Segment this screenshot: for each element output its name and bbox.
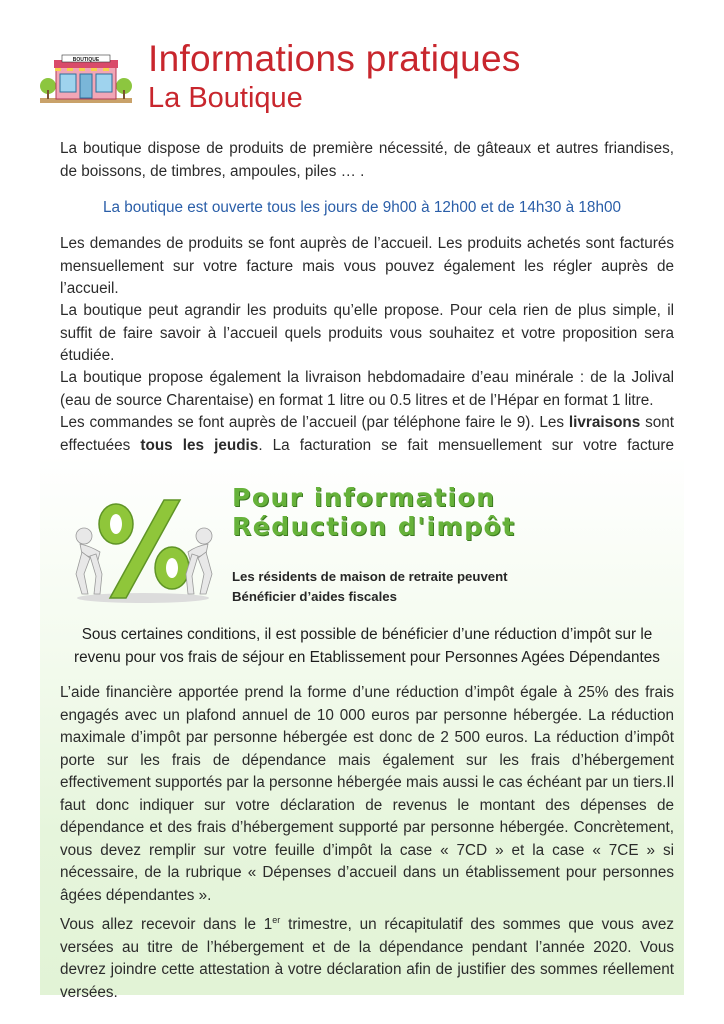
demandes-paragraph: Les demandes de produits se font auprès de l’accueil. Les produits achetés sont facturés mensuellement sur votre facture mais vous pouvez également les régler auprès de l’accueil. xyxy=(60,235,674,297)
tax-title-line1: Pour information xyxy=(232,483,496,512)
aide-paragraph: L’aide financière apportée prend la forme d’une réduction d’impôt égale à 25% des frais engagés avec un plafond annuel de 10 000 euros par personne hébergée. La réduction maximale d’impôt par personne hébergée est donc de 2 500 euros. La réduction d’impôt porte sur les frais de dépendance mais également sur les frais d’hébergement effectivement supportés par la personne hébergée mais aussi le cas échéant par un tiers.Il faut donc indiquer sur votre déclaration de revenus le montant des dépenses de dépendance et des frais d’hébergement supporté par personne hébergée. Concrètement, vous devez remplir sur votre feuille d’impôt la case « 7CD » et la case « 7CE » si nécessaire, de la rubrique « Dépenses d’accueil dans un établissement pour personnes âgées dépendantes ». xyxy=(60,684,674,904)
opening-hours: La boutique est ouverte tous les jours de 9h00 à 12h00 et de 14h30 à 18h00 xyxy=(103,199,621,216)
percent-figure-icon xyxy=(68,494,218,604)
page-title: Informations pratiques xyxy=(148,38,521,79)
commandes-text-2: sont effectuées xyxy=(60,414,674,454)
intro-paragraph: La boutique dispose de produits de première nécessité, de gâteaux et autres friandises, de boissons, de timbres, ampoules, piles … . xyxy=(60,140,674,180)
tax-title-line2: Réduction d'impôt xyxy=(232,512,516,541)
shop-sign-text: BOUTIQUE xyxy=(72,57,100,63)
residents-line1: Les résidents de maison de retraite peuvent xyxy=(232,569,508,584)
recevoir-text-2: trimestre, un récapitulatif des sommes que vous avez versées au titre de l’hébergement et de la dépendance pendant l’année 2020. Vous devrez joindre cette attestation à votre déclaration afin de justifier des sommes réellement versées. xyxy=(60,916,674,1001)
residents-line2: Bénéficier d’aides fiscales xyxy=(232,589,397,604)
commandes-text-1: Les commandes se font auprès de l’accueil (par téléphone faire le 9). Les xyxy=(60,414,569,431)
agrandir-paragraph: La boutique peut agrandir les produits qu’elle propose. Pour cela rien de plus simple, il suffit de faire savoir à l’accueil quels produits vous souhaitez et votre proposition sera étudiée. xyxy=(60,302,674,364)
page-subtitle: La Boutique xyxy=(148,82,303,114)
livraisons-emphasis: livraisons xyxy=(568,414,641,431)
jeudis-emphasis: tous les jeudis xyxy=(140,436,259,454)
ordinal-superscript: er xyxy=(272,914,281,925)
commandes-text-3: . La facturation se fait mensuellement sur votre facture xyxy=(258,436,674,454)
recevoir-text-1: Vous allez recevoir dans le 1 xyxy=(60,916,273,933)
livraison-paragraph: La boutique propose également la livraison hebdomadaire d’eau minérale : de la Jolival (eau de source Charentaise) en format 1 litre ou 0.5 litres et de l’Hépar en format 1 litre. xyxy=(60,369,674,409)
recevoir-paragraph xyxy=(60,914,674,1004)
conditions-paragraph: Sous certaines conditions, il est possible de bénéficier d’une réduction d’impôt sur le revenu pour vos frais de séjour en Etablissement pour Personnes Agées Dépendantes xyxy=(74,626,660,666)
shop-icon xyxy=(38,52,134,104)
